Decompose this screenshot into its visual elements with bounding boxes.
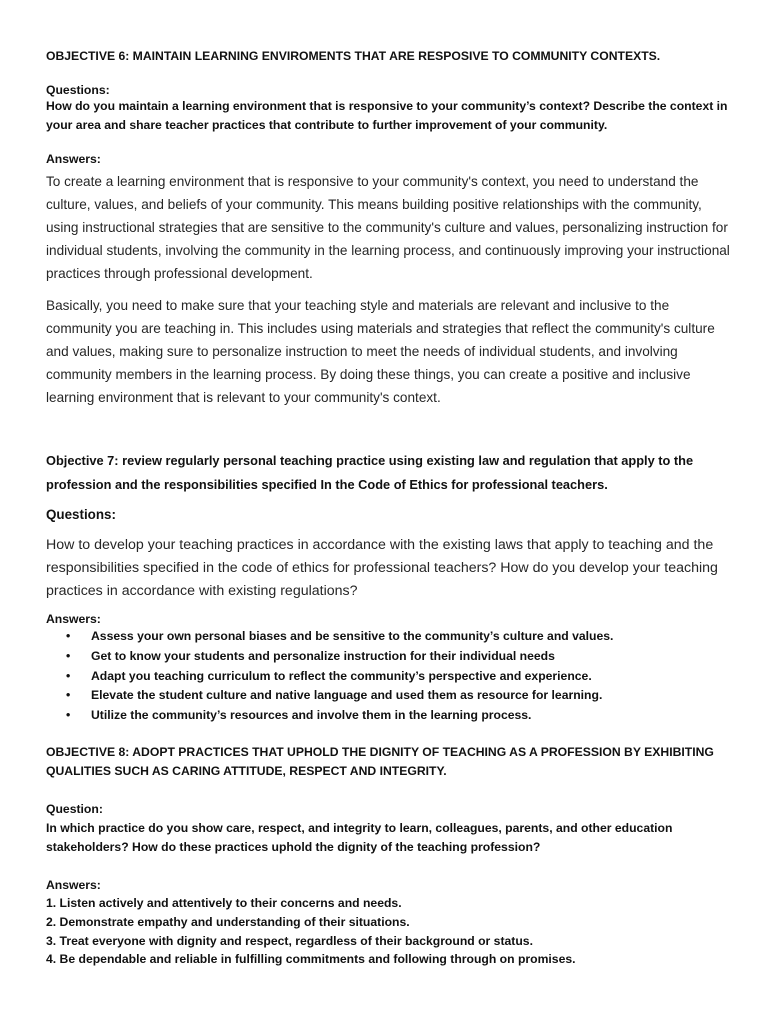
list-item: 3. Treat everyone with dignity and respect, regardless of their background or status. <box>46 933 533 948</box>
list-item: • Assess your own personal biases and be sensitive to the community’s culture and values. <box>46 627 736 647</box>
list-item: 1. Listen actively and attentively to their concerns and needs. <box>46 896 402 910</box>
objective-6-answers-label: Answers: <box>46 152 101 166</box>
objective-8-question-label: Question: <box>46 802 103 816</box>
objective-7-questions-label: Questions: <box>46 507 116 522</box>
list-item: 2. Demonstrate empathy and understanding of their situations. <box>46 914 410 929</box>
objective-7-answers-label: Answers: <box>46 612 101 626</box>
list-item: • Utilize the community’s resources and involve them in the learning process. <box>46 706 736 726</box>
bullet-icon: • <box>66 648 71 663</box>
bullet-icon: • <box>66 708 71 723</box>
objective-8-answers-label: Answers: <box>46 878 101 892</box>
objective-7-question: How to develop your teaching practices in accordance with the existing laws that apply to teaching and the responsibilities specified in the code of ethics for professional teachers? How do you develop your teaching practices in accordance with existing regulations? <box>46 537 718 599</box>
bullet-icon: • <box>66 629 71 643</box>
objective-6-heading: OBJECTIVE 6: MAINTAIN LEARNING ENVIROMENTS THAT ARE RESPOSIVE TO COMMUNITY CONTEXTS. <box>46 49 661 63</box>
objective-7-heading: Objective 7: review regularly personal teaching practice using existing law and regulation that apply to the profession and the responsibilities specified In the Code of Ethics for professional teachers. <box>46 453 694 492</box>
objective-6-answer-paragraph-1: To create a learning environment that is responsive to your community's context, you need to understand the culture, values, and beliefs of your community. This means building positive relationships with the community, using instructional strategies that are sensitive to the community's culture and values, personalizing instruction for individual students, involving the community in the learning process, and continuously improving your instructional practices through professional development. <box>46 174 730 281</box>
list-item: 4. Be dependable and reliable in fulfilling commitments and following through on promises. <box>46 952 576 967</box>
list-item: • Adapt you teaching curriculum to reflect the community’s perspective and experience. <box>46 667 736 687</box>
bullet-icon: • <box>66 688 71 703</box>
objective-6-questions-label: Questions: <box>46 83 110 97</box>
objective-8-answer-list <box>46 894 736 969</box>
objective-6-answer-paragraph-2: Basically, you need to make sure that your teaching style and materials are relevant and inclusive to the community you are teaching in. This includes using materials and strategies that reflect the community's culture and values, making sure to personalize instruction to meet the needs of individual students, and involving community members in the learning process. By doing these things, you can create a positive and inclusive learning environment that is relevant to your community's context. <box>46 298 715 405</box>
objective-6-question: How do you maintain a learning environment that is responsive to your community’s context? Describe the context in your area and share teacher practices that contribute to further improvement of your community. <box>46 99 728 132</box>
list-item: • Get to know your students and personalize instruction for their individual needs <box>46 647 736 667</box>
objective-7-bullet-list <box>46 627 736 726</box>
list-item: • Elevate the student culture and native language and used them as resource for learning. <box>46 686 736 706</box>
objective-8-heading: OBJECTIVE 8: ADOPT PRACTICES THAT UPHOLD THE DIGNITY OF TEACHING AS A PROFESSION BY EXHIBITING QUALITIES SUCH AS CARING ATTITUDE, RESPECT AND INTEGRITY. <box>46 745 714 778</box>
objective-8-question: In which practice do you show care, respect, and integrity to learn, colleagues, parents, and other education stakeholders? How do these practices uphold the dignity of the teaching profession? <box>46 821 673 854</box>
bullet-icon: • <box>66 668 71 683</box>
